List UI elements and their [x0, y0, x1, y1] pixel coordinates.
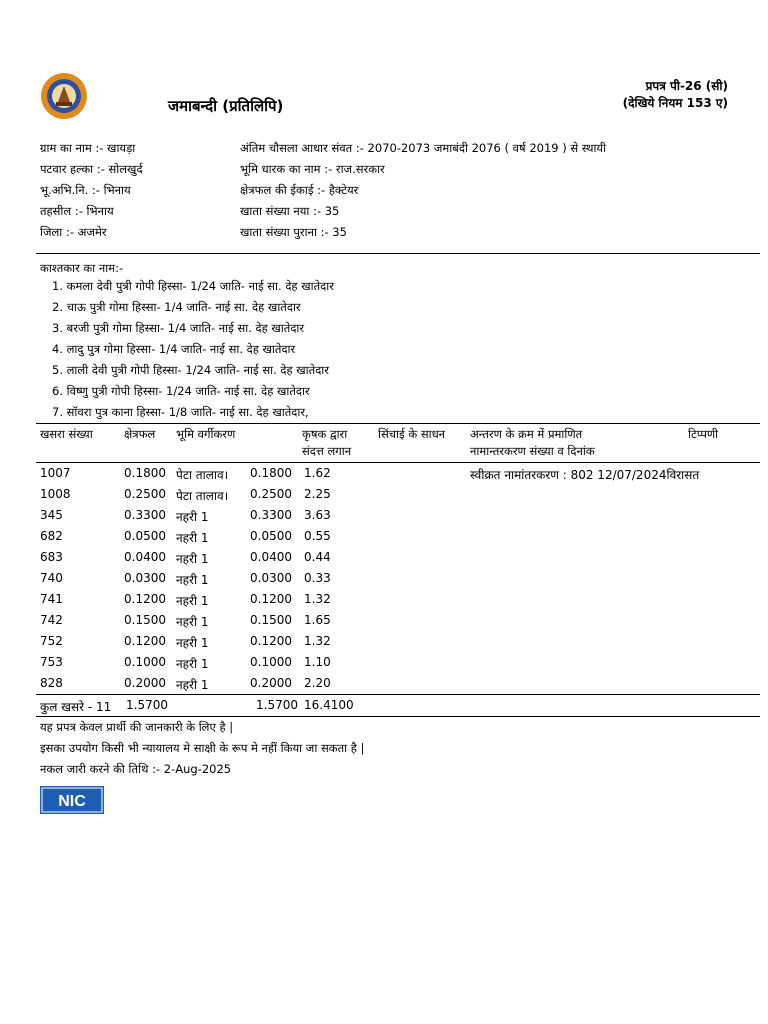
land-class: नहरी 1 [176, 531, 209, 545]
rent-value: 2.20 [304, 676, 331, 690]
rent-value: 1.62 [304, 466, 331, 480]
area-value: 0.1200 [124, 634, 166, 648]
class-area: 0.0300 [250, 571, 292, 585]
class-area: 0.1500 [250, 613, 292, 627]
col-remarks-header: टिप्पणी [688, 427, 719, 441]
issue-date: नकल जारी करने की तिथि :- 2-Aug-2025 [40, 762, 232, 776]
form-code-block [623, 78, 728, 112]
land-class: नहरी 1 [176, 678, 209, 692]
col-mutation-header-2: नामान्तरकरण संख्या व दिनांक [470, 444, 595, 458]
land-class: नहरी 1 [176, 594, 209, 608]
rent-value: 0.33 [304, 571, 331, 585]
land-class: नहरी 1 [176, 657, 209, 671]
total-area: 1.5700 [126, 698, 168, 712]
class-area: 0.0500 [250, 529, 292, 543]
class-area: 0.1200 [250, 592, 292, 606]
class-area: 0.1200 [250, 634, 292, 648]
mutation-entry: स्वीक्रत नामांतरकरण : 802 12/07/2024विरासत [470, 468, 700, 482]
area-value: 0.3300 [124, 508, 166, 522]
class-area: 0.2000 [250, 676, 292, 690]
col-mutation-header-1: अन्तरण के क्रम में प्रमाणित [470, 427, 583, 441]
cultivator-item: 3. बरजी पुत्री गोमा हिस्सा- 1/4 जाति- नाई सा. देह खातेदार [52, 321, 305, 335]
total-khasra-count: कुल खसरे - 11 [40, 700, 112, 714]
khasra-number: 1007 [40, 466, 71, 480]
khasra-number: 1008 [40, 487, 71, 501]
total-class-area: 1.5700 [256, 698, 298, 712]
col-land-class-header: भूमि वर्गीकरण [176, 427, 236, 441]
tehsil: तहसील :- भिनाय [40, 204, 114, 218]
class-area: 0.1000 [250, 655, 292, 669]
rent-value: 1.10 [304, 655, 331, 669]
rule-reference: (देखिये नियम 153 ए) [622, 96, 728, 110]
cultivator-item: 2. चाऊ पुत्री गोमा हिस्सा- 1/4 जाति- नाई सा. देह खातेदार [52, 300, 301, 314]
cultivator-item: 6. विष्णु पुत्री गोपी हिस्सा- 1/24 जाति- नाई सा. देह खातेदार [52, 384, 310, 398]
col-irrigation-header: सिंचाई के साधन [378, 427, 446, 441]
khasra-number: 682 [40, 529, 63, 543]
cultivator-item: 4. लादु पुत्र गोमा हिस्सा- 1/4 जाति- नाई सा. देह खातेदार [52, 342, 296, 356]
form-code: प्रपत्र पी-26 (सी) [645, 79, 728, 93]
rent-value: 2.25 [304, 487, 331, 501]
nic-logo-text: NIC [58, 793, 86, 810]
cultivator-item: 7. सॉवरा पुत्र काना हिस्सा- 1/8 जाति- नाई सा. देह खातेदार, [52, 405, 309, 419]
rent-value: 0.55 [304, 529, 331, 543]
area-value: 0.1200 [124, 592, 166, 606]
khata-number-old: खाता संख्या पुराना :- 35 [240, 225, 347, 239]
khasra-number: 740 [40, 571, 63, 585]
land-class: पेटा तालाव। [176, 489, 229, 503]
khasra-number: 752 [40, 634, 63, 648]
table-total-line [36, 694, 760, 695]
land-class: नहरी 1 [176, 573, 209, 587]
rajasthan-seal-icon [40, 72, 88, 120]
rent-value: 1.32 [304, 592, 331, 606]
khasra-number: 742 [40, 613, 63, 627]
area-value: 0.0500 [124, 529, 166, 543]
land-class: पेटा तालाव। [176, 468, 229, 482]
khasra-number: 345 [40, 508, 63, 522]
cultivator-item: 5. लाली देवी पुत्री गोपी हिस्सा- 1/24 जाति- नाई सा. देह खातेदार [52, 363, 329, 377]
area-value: 0.0300 [124, 571, 166, 585]
class-area: 0.2500 [250, 487, 292, 501]
village-name: ग्राम का नाम :- खायड़ा [40, 141, 136, 155]
area-unit: क्षेत्रफल की ईकाई :- हैक्टेयर [240, 183, 359, 197]
khasra-number: 741 [40, 592, 63, 606]
rent-value: 1.32 [304, 634, 331, 648]
land-class: नहरी 1 [176, 552, 209, 566]
area-value: 0.2500 [124, 487, 166, 501]
land-class: नहरी 1 [176, 510, 209, 524]
disclaimer-note: यह प्रपत्र केवल प्रार्थी की जानकारी के लिए है | [40, 720, 234, 734]
rent-value: 3.63 [304, 508, 331, 522]
col-khasra-header: खसरा संख्या [40, 427, 93, 441]
patwar-circle: पटवार हल्का :- सोलखुर्द [40, 162, 143, 176]
land-holder-name: भूमि धारक का नाम :- राज.सरकार [240, 162, 385, 176]
land-class: नहरी 1 [176, 636, 209, 650]
divider-line [36, 253, 760, 254]
khasra-number: 753 [40, 655, 63, 669]
table-top-line [36, 423, 760, 424]
class-area: 0.0400 [250, 550, 292, 564]
area-value: 0.1800 [124, 466, 166, 480]
area-value: 0.1500 [124, 613, 166, 627]
col-rent-header-1: कृषक द्वारा [302, 427, 348, 441]
col-area-header: क्षेत्रफल [124, 427, 156, 441]
col-rent-header-2: संदत्त लगान [302, 444, 352, 458]
cultivator-item: 1. कमला देवी पुत्री गोपी हिस्सा- 1/24 जाति- नाई सा. देह खातेदार [52, 279, 334, 293]
total-rent: 16.4100 [304, 698, 354, 712]
land-record-inspector: भू.अभि.नि. :- भिनाय [40, 183, 131, 197]
rent-value: 1.65 [304, 613, 331, 627]
table-header-line [36, 462, 760, 463]
table-bottom-line [36, 716, 760, 717]
nic-logo-icon [40, 786, 104, 814]
khata-number-new: खाता संख्या नया :- 35 [240, 204, 340, 218]
rent-value: 0.44 [304, 550, 331, 564]
district: जिला :- अजमेर [40, 225, 107, 239]
area-value: 0.0400 [124, 550, 166, 564]
class-area: 0.3300 [250, 508, 292, 522]
area-value: 0.1000 [124, 655, 166, 669]
khasra-number: 828 [40, 676, 63, 690]
class-area: 0.1800 [250, 466, 292, 480]
land-class: नहरी 1 [176, 615, 209, 629]
cultivators-heading: काश्तकार का नाम:- [40, 261, 124, 275]
khasra-number: 683 [40, 550, 63, 564]
area-value: 0.2000 [124, 676, 166, 690]
settlement-basis: अंतिम चौसला आधार संवत :- 2070-2073 जमाबंदी 2076 ( वर्ष 2019 ) से स्थायी [240, 141, 607, 155]
page-title: जमाबन्दी (प्रतिलिपि) [168, 97, 284, 115]
legal-note: इसका उपयोग किसी भी न्यायालय मे साक्षी के रूप मे नहीं किया जा सकता है | [40, 741, 365, 755]
